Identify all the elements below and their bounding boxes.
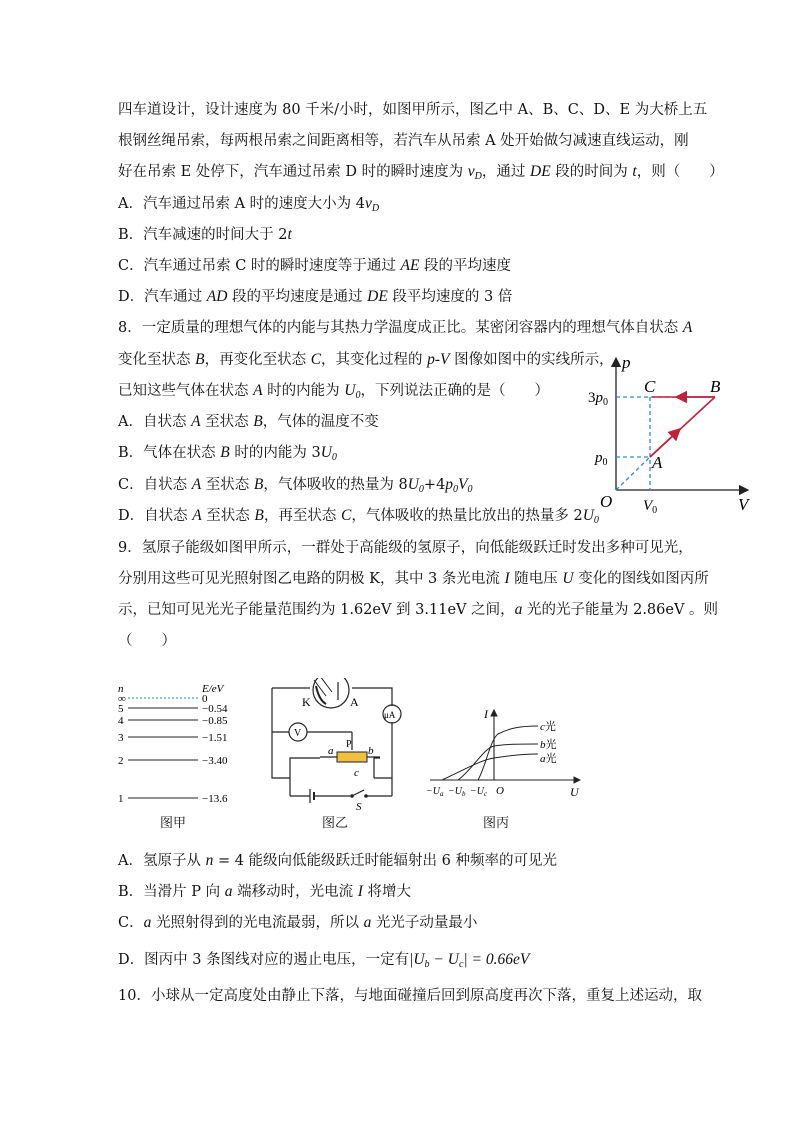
energy-level-value: −13.6 [202, 793, 228, 805]
svg-text:c: c [354, 767, 359, 779]
fig-jia-caption: 图甲 [160, 816, 187, 831]
label-a: A [652, 453, 663, 472]
switch [352, 790, 364, 796]
q9-line2: 分别用这些可见光照射图乙电路的阴极 K，其中 3 条光电流 I 随电压 U 变化的图线如图丙所 [118, 570, 709, 587]
svg-text:n: n [118, 683, 124, 695]
label-p: p [622, 353, 631, 372]
iv-graph [420, 700, 590, 810]
energy-level-n: 1 [118, 793, 124, 805]
energy-level-value: −0.85 [202, 715, 228, 727]
q8-line2: 变化至状态 B，再变化至状态 C，其变化过程的 p-V 图像如图中的实线所示， [118, 351, 614, 368]
svg-text:V: V [294, 728, 302, 739]
label-p0: $p_0$ [595, 450, 608, 468]
svg-text:−Ub: $-U_b$ [448, 786, 466, 798]
label-b: B [710, 377, 721, 396]
q7-line1: 四车道设计，设计速度为 80 千米/小时，如图甲所示，图乙中 A、B、C、D、E 为大桥上五 [118, 102, 708, 118]
q9-option-b: B．当滑片 P 向 a 端移动时，光电流 I 将增大 [118, 883, 411, 900]
svg-text:b: b [368, 745, 374, 757]
svg-text:E/eV: E/eV [202, 683, 224, 695]
label-c: C [644, 377, 656, 396]
svg-text:I: I [484, 707, 488, 721]
q9-line1: 9．氢原子能级如图甲所示，一群处于高能级的氢原子，向低能级跃迁时发出多种可见光， [118, 540, 693, 556]
label-a-light: a光 [540, 753, 557, 765]
q9-option-d: D．图丙中 3 条图线对应的遏止电压，一定有$|U_b - U_c| = 0.66eV$ [118, 951, 530, 970]
label-o: O [600, 492, 613, 511]
svg-text:P: P [346, 739, 352, 750]
energy-level-n: ∞ [118, 693, 126, 705]
label-3p0: $3p_0$ [588, 390, 608, 408]
svg-text:O: O [496, 785, 504, 797]
q9-option-c: C．a 光照射得到的光电流最弱，所以 a 光光子动量最小 [118, 914, 478, 931]
fig-bing-caption: 图丙 [483, 816, 510, 831]
label-v0: $V_0$ [643, 498, 658, 515]
q8-option-a: A．自状态 A 至状态 B，气体的温度不变 [118, 413, 379, 430]
energy-level-value: −0.54 [202, 703, 228, 715]
svg-text:−Uc: $-U_c$ [470, 786, 488, 798]
fig-yi-caption: 图乙 [322, 816, 349, 831]
energy-level-value: 0 [202, 693, 208, 705]
svg-text:−Ua: $-U_a$ [426, 786, 444, 798]
energy-level-value: −3.40 [202, 755, 228, 767]
q9-line3: 示，已知可见光光子能量范围约为 1.62eV 到 3.11eV 之间，a 光的光子能量为 2.86eV 。则 [118, 601, 719, 618]
q9-option-a: A．氢原子从 n = 4 能级向低能级跃迁时能辐射出 6 种频率的可见光 [118, 852, 557, 869]
circuit-diagram [262, 678, 412, 813]
q7-option-c: C．汽车通过吊索 C 时的瞬时速度等于通过 AE 段的平均速度 [118, 257, 512, 274]
q8-option-b: B．气体在状态 B 时的内能为 $3U_0$ [118, 444, 337, 463]
q10-line1: 10．小球从一定高度处由静止下落，与地面碰撞后回到原高度再次下落，重复上述运动，取 [118, 988, 702, 1004]
q8-line3: 已知这些气体在状态 A 时的内能为 $U_0$，下列说法正确的是（ ） [118, 382, 549, 401]
svg-text:μA: μA [384, 710, 396, 720]
q7-option-a: A．汽车通过吊索 A 时的速度大小为 $4v_D$ [118, 195, 380, 214]
energy-level-n: 5 [118, 703, 124, 715]
label-v: V [738, 495, 749, 514]
origin-dash [616, 457, 650, 490]
q7-line2: 根钢丝绳吊索，每两根吊索之间距离相等，若汽车从吊索 A 处开始做匀减速直线运动，刚 [118, 133, 689, 149]
energy-level-value: −1.51 [202, 732, 228, 744]
curve-a [442, 754, 538, 780]
svg-text:a: a [328, 745, 334, 757]
energy-level-n: 4 [118, 715, 124, 727]
q8-line1: 8．一定质量的理想气体的内能与其热力学温度成正比。某密闭容器内的理想气体自状态 A [118, 319, 693, 336]
svg-text:S: S [356, 801, 362, 813]
rheostat [337, 752, 367, 762]
q9-line4: （ ） [118, 633, 176, 649]
label-b-light: b光 [540, 739, 557, 751]
q8-option-d: D．自状态 A 至状态 B，再至状态 C，气体吸收的热量比放出的热量多 $2U_0$ [118, 507, 599, 526]
curve-c [478, 726, 538, 780]
energy-level-diagram [112, 680, 252, 815]
svg-text:K: K [302, 695, 311, 709]
svg-text:A: A [350, 695, 359, 709]
energy-level-n: 2 [118, 755, 124, 767]
q7-option-b: B．汽车减速的时间大于 2t [118, 226, 292, 243]
pv-graph [588, 350, 758, 515]
label-c-light: c光 [540, 721, 556, 733]
q7-option-d: D．汽车通过 AD 段的平均速度是通过 DE 段平均速度的 3 倍 [118, 288, 513, 305]
q7-line3: 好在吊索 E 处停下，汽车通过吊索 D 时的瞬时速度为 $v_D$，通过 DE 段的时间为 t，则（ ） [118, 163, 724, 182]
energy-level-n: 3 [118, 732, 124, 744]
svg-text:U: U [570, 785, 579, 799]
q8-option-c: C．自状态 A 至状态 B，气体吸收的热量为 $8U_0+4p_0V_0$ [118, 476, 473, 495]
curve-b [458, 744, 538, 780]
